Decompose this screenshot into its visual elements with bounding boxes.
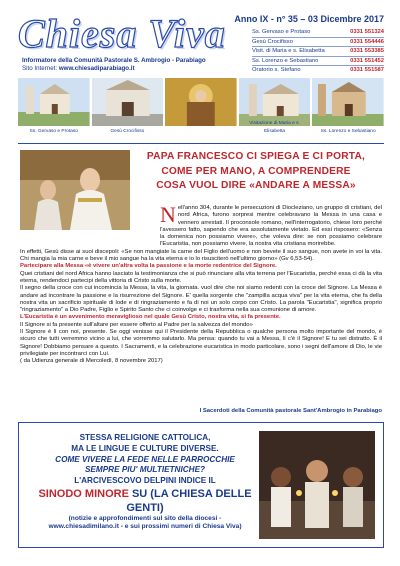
website-link[interactable]: www.chiesadiparabiago.it <box>58 65 135 72</box>
synod-line: MA LE LINGUE E CULTURE DIVERSE. <box>71 443 219 453</box>
newsletter-logo: Chiesa Viva <box>18 11 226 56</box>
photo-caption: Visitazione di Maria e s. Elisabetta <box>249 121 300 134</box>
parish-row <box>252 47 384 57</box>
parish-name: Ss. Lorenzo e Sebastiano <box>252 57 319 64</box>
church-image <box>312 78 384 126</box>
article-body <box>20 202 382 366</box>
parish-name: Oratorio s. Stefano <box>252 67 301 74</box>
headline-line: COME PER MANO, A COMPRENDERE <box>161 165 351 177</box>
article-headline <box>140 150 372 194</box>
headline-line: PAPA FRANCESCO CI SPIEGA E CI PORTA, <box>146 151 366 162</box>
masthead <box>18 11 384 74</box>
church-image <box>92 78 164 126</box>
synod-line: COME VIVERE LA FEDE NELLE PARROCCHIE <box>55 454 235 464</box>
faithful-photo <box>259 431 375 539</box>
church-photo <box>239 78 311 136</box>
website-label: Sito Internet: <box>22 65 58 72</box>
parish-name: Visit. di Maria e s. Elisabetta <box>252 48 325 55</box>
parish-row <box>252 38 384 48</box>
parish-phone: 0331 551587 <box>350 67 384 74</box>
parish-name: Ss. Gervaso e Protaso <box>252 29 311 35</box>
parish-row <box>252 57 384 67</box>
synod-note: (notizie e approfondimenti sul sito della diocesi - <box>68 514 222 522</box>
article-highlight: L'Eucaristia è un avvenimento meraviglioso nel quale Gesù Cristo, nostra vita, si fa presente. <box>20 314 281 321</box>
parish-phone: 0331 553385 <box>350 48 384 55</box>
article-paragraph: Quei cristiani del nord Africa hanno lasciato la testimonianza che si può rinunciare alla vita terrena per l'Eucaristia, perché essa ci dà la vita eterna, rendendoci partecipi della vittoria di Cristo sulla morte. <box>20 270 382 284</box>
synod-title <box>31 487 259 515</box>
parish-phone: 0331 551324 <box>350 29 384 35</box>
church-photos-strip <box>18 78 384 136</box>
saint-image <box>165 78 237 126</box>
article-paragraph: Il Signore è lì con noi, presente. Se oggi venisse qui il Presidente della Repubblica o qualche persona molto importante del mondo, è sicuro che tutti verremmo vicino a lui, che vorremmo salutarlo. Ma pensa: quando tu vai a Messa, lì c'è il Signore! E tu sei distratto. È il Signore! Dobbiamo pensare a questo. I Sacramenti, e la celebrazione eucaristica in modo particolare, sono i segni dell'amore di Dio, le vie privilegiate per incontrarci con Lui. <box>20 329 382 357</box>
synod-title-red: SINODO MINORE <box>38 487 129 500</box>
church-photo <box>312 78 384 136</box>
article-paragraph: In effetti, Gesù disse ai suoi discepoli: «Se non mangiate la carne del Figlio dell'uomo e non bevete il suo sangue, non avete in voi la vita. Chi mangia la mia carne e beve il mio sangue ha la vita eterna e io lo risusciterò nell'ultimo giorno» (Gv 6,53-54). <box>20 248 382 263</box>
church-photo <box>165 78 237 136</box>
parish-phone: 0331 551452 <box>350 57 384 64</box>
article-paragraph <box>20 202 382 249</box>
informatore-line: Informatore della Comunità Pastorale S. Ambrogio - Parabiago <box>22 57 206 64</box>
church-image <box>18 78 90 126</box>
church-image <box>239 78 311 126</box>
church-photo <box>92 78 164 136</box>
synod-line: STESSA RELIGIONE CATTOLICA, <box>79 433 211 442</box>
article-highlight: Partecipare alla Messa «è vivere un'altra volta la passione e la morte redentrice del Signore. <box>20 263 277 270</box>
drop-cap: N <box>160 202 176 227</box>
article-paragraph: Il segno della croce con cui incomincia la Messa, la vita, la giornata. vuol dire che noi siamo redenti con la croce del Signore. La Messa è andare ad incontrare la passione e la risurrezione del Signore. E' quella sorgente che "zampilla acqua viva" per la vita eterna, che fa della nostra vita un sacrificio spirituale di lode e di ringraziamento e fa di noi un solo corpo con Cristo. La parola "Eucaristia", significa proprio "ringraziamento" a Dio Padre, Figlio e Spirito Santo che ci coinvolge e ci trasforma nella sua comunione di amore. <box>20 285 382 314</box>
issue-info: Anno IX - n° 35 – 03 Dicembre 2017 <box>234 14 384 24</box>
paragraph-text: ell'anno 304, durante le persecuzioni di Diocleziano, un gruppo di cristiani, del nord Africa, furono sorpresi mentre celebravano la Messa in una casa e vennero arrestati. Il proconsole romano, nell'interrogatorio, chiese loro perché l'avessero fatto, sapendo che era assolutamente vietato. Ed essi risposero: «Senza la domenica non possiamo vivere», che voleva dire: se non possiamo celebrare l'Eucaristia, non possiamo vivere, la nostra vita cristiana morirebbe. <box>160 205 382 248</box>
parish-contacts <box>252 28 384 75</box>
divider <box>18 143 384 144</box>
headline-line: COSA VUOL DIRE «ANDARE A MESSA» <box>156 180 356 191</box>
synod-box <box>18 422 384 548</box>
website-line <box>22 65 135 72</box>
parish-name: Gesù Crocifisso <box>252 38 293 45</box>
parish-phone: 0331 554446 <box>350 38 384 45</box>
article-paragraph: Il Signore si fa presente sull'altare per essere offerto al Padre per la salvezza del mondo» <box>20 321 253 328</box>
article-source: ( da Udienza generale di Mercoledì, 8 novembre 2017) <box>20 358 163 365</box>
synod-note: www.chiesadimilano.it - e sui prossimi numeri di Chiesa Viva) <box>48 523 242 531</box>
article-signature: I Sacerdoti della Comunità pastorale Sant'Ambrogio in Parabiago <box>199 408 382 414</box>
synod-line: SEMPRE PIU' MULTIETNICHE? <box>84 465 206 475</box>
faithful-image <box>259 431 375 539</box>
synod-title-rest: SU (LA CHIESA DELLE GENTI) <box>126 487 252 514</box>
church-photo <box>18 78 90 136</box>
synod-line: L'ARCIVESCOVO DELPINI INDICE IL <box>74 476 216 486</box>
photo-caption: Ss. Gervaso e Protaso <box>29 129 78 134</box>
photo-caption: Ss. Lorenzo e Sebastiano <box>320 129 376 134</box>
parish-row <box>252 28 384 38</box>
photo-caption: Gesù Crocifisso <box>110 129 145 134</box>
synod-text <box>31 433 259 532</box>
parish-row <box>252 66 384 75</box>
